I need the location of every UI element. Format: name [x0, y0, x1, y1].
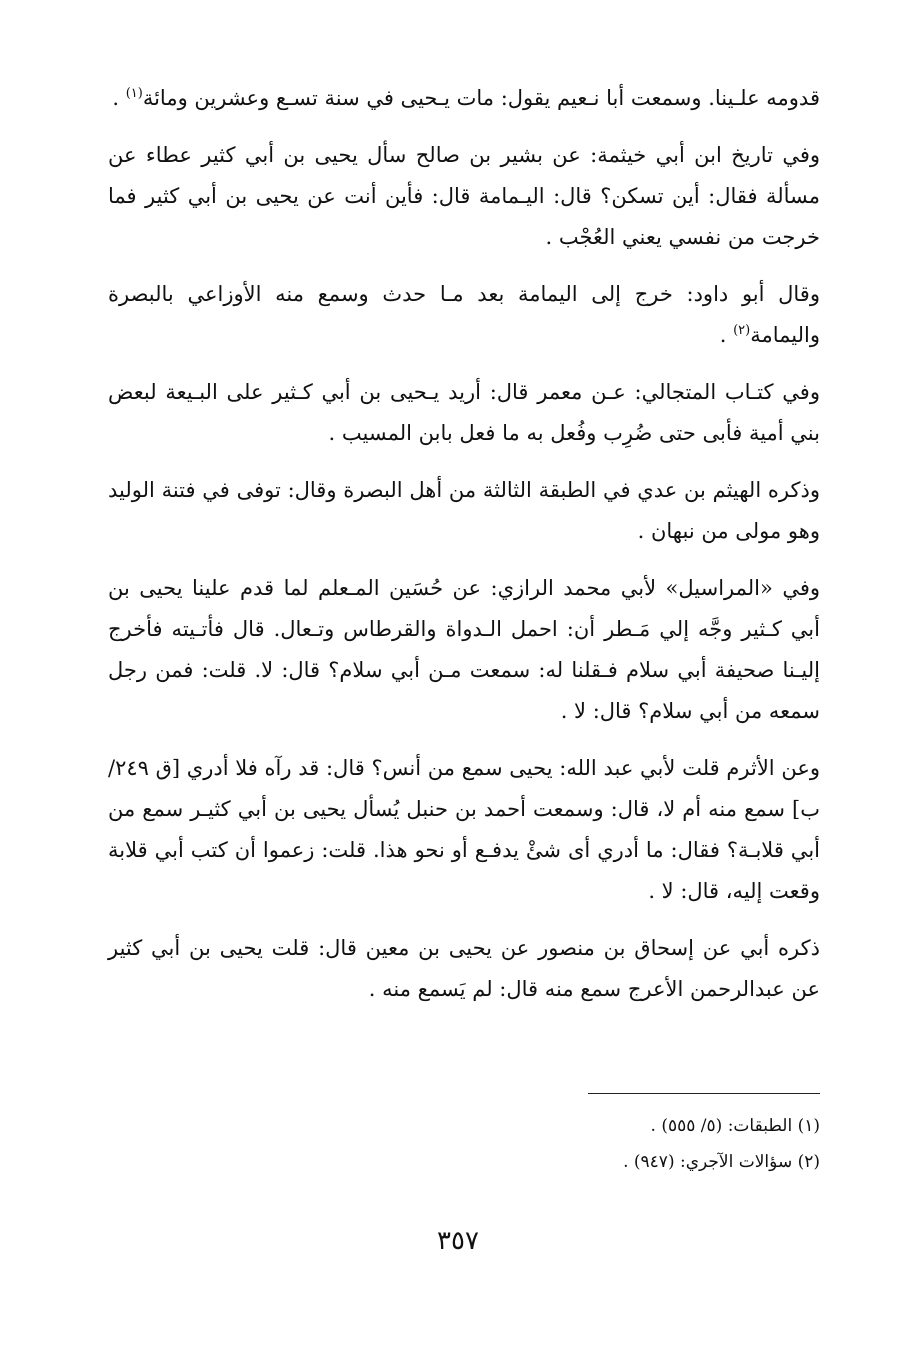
footnote-ref-2: (٢): [733, 323, 751, 338]
paragraph-2: وفي تاريخ ابن أبي خيثمة: عن بشير بن صالح سأل يحيى بن أبي كثير عطاء عن مسألة فقال: أين تسكن؟ قال: اليـمامة قال: فأين أنت عن يحيى بن أبي كثير فما خرجت من نفسي يعني العُجْب .: [108, 143, 820, 249]
paragraph-3: وقال أبو داود: خرج إلى اليمامة بعد مـا حدث وسمع منه الأوزاعي بالبصرة واليمامة$^{(٢)}$ .: [108, 282, 820, 347]
footnote-2: (٢) سؤالات الآجري: (٩٤٧) .: [623, 1152, 820, 1172]
paragraph-8: ذكره أبي عن إسحاق بن منصور عن يحيى بن معين قال: قلت يحيى بن أبي كثير عن عبدالرحمن الأعرج سمع منه قال: لم يَسمع منه .: [108, 936, 820, 1001]
paragraph-6: وفي «المراسيل» لأبي محمد الرازي: عن حُسَين المـعلم لما قدم علينا يحيى بن أبي كـثير وجَّه إلي مَـطر أن: احمل الـدواة والقرطاس وتـعال. قال فأتـيته فأخرج إليـنا صحيفة أبي سلام فـقلنا له: سمعت مـن أبي سلام؟ قال: لا. قلت: فمن رجل سمعه من أبي سلام؟ قال: لا .: [108, 576, 820, 723]
main-text: [108, 78, 820, 1026]
paragraph-5: وذكره الهيثم بن عدي في الطبقة الثالثة من أهل البصرة وقال: توفى في فتنة الوليد وهو مولى من نبهان .: [108, 478, 820, 543]
paragraph-7: وعن الأثرم قلت لأبي عبد الله: يحيى سمع من أنس؟ قال: قد رآه فلا أدري [ق ٢٤٩/ب] سمع منه أم لا، قال: وسمعت أحمد بن حنبل يُسأل يحيى بن أبي كثيـر سمع من أبي قلابـة؟ فقال: ما أدري أى شئْ يدفـع أو نحو هذا. قلت: زعموا أن كتب أبي قلابة وقعت إليه، قال: لا .: [108, 756, 820, 903]
page-number: ٣٥٧: [437, 1226, 479, 1256]
paragraph-1: قدومه علـينا. وسمعت أبا نـعيم يقول: مات يـحيى في سنة تسـع وعشرين ومائة$^{(١)}$ .: [112, 86, 820, 110]
footnote-ref-1: (١): [125, 86, 143, 101]
footnotes: [320, 1108, 820, 1180]
paragraph-4: وفي كتـاب المتجالي: عـن معمر قال: أريد يـحيى بن أبي كـثير على البـيعة لبعض بني أمية فأبى حتى ضُرِب وفُعل به ما فعل بابن المسيب .: [108, 380, 820, 445]
footnote-1: (١) الطبقات: (٥/ ٥٥٥) .: [650, 1116, 820, 1136]
footnote-divider: [588, 1093, 820, 1094]
